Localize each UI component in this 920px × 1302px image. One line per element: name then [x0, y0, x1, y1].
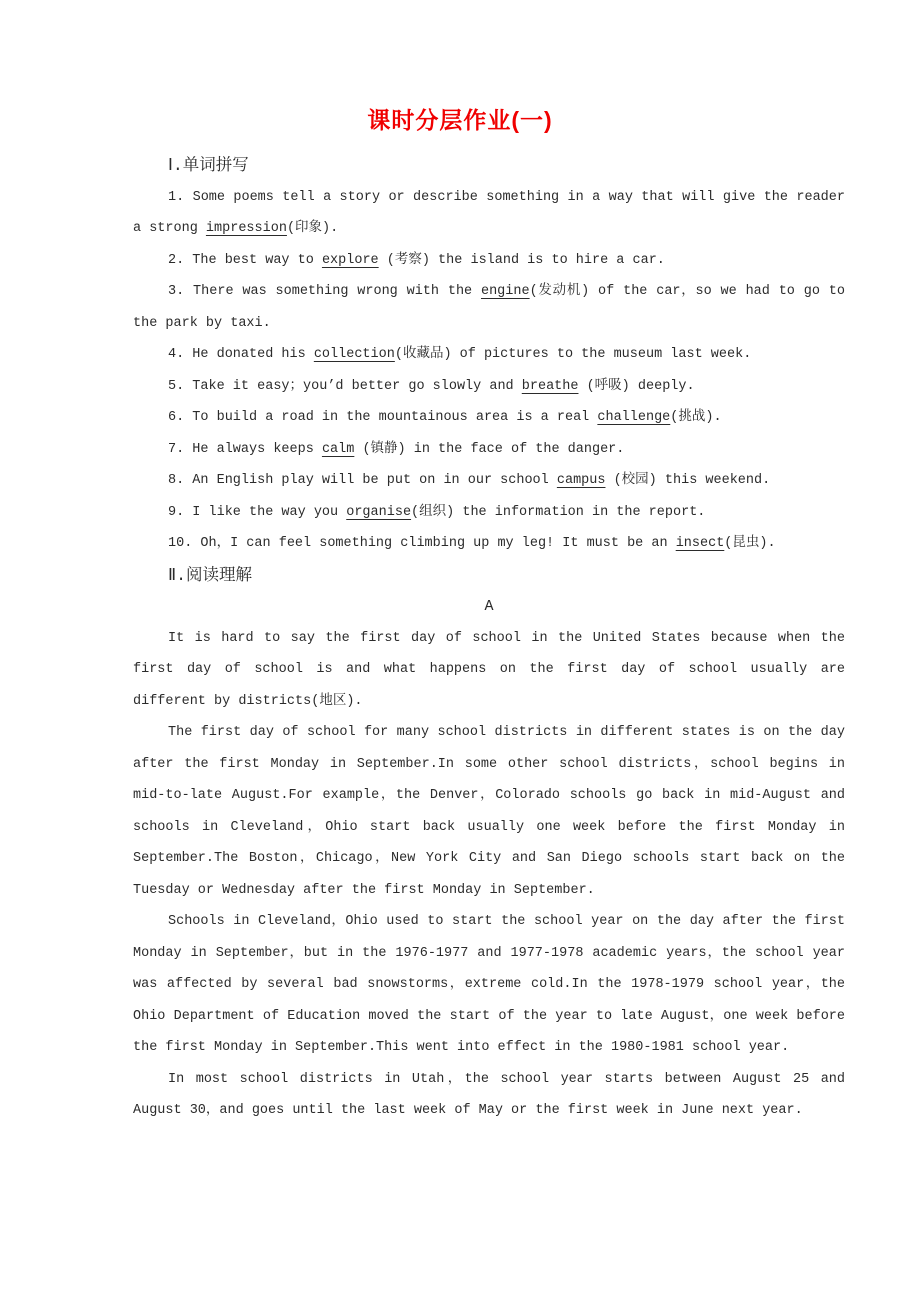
item-text-before: 6. To build a road in the mountainous area is a real: [168, 410, 598, 425]
blank-word: engine: [480, 284, 530, 299]
blank-word: collection: [313, 347, 395, 362]
item-text-before: 9. I like the way you: [168, 504, 347, 520]
blank-word: organise: [346, 504, 412, 520]
blank-word: breathe: [521, 378, 579, 394]
exercise-item-5: [133, 371, 845, 403]
reading-paragraphs: [133, 623, 845, 1127]
item-text-after: (发动机) of the car，so we had to go to the park by taxi.: [133, 284, 845, 331]
passage-paragraph-3: Schools in Cleveland，Ohio used to start the school year on the day after the first Monday in September，but in the 1976-1977 and 1977-1978 academic years，the school year was affected by several bad snowstorms，extreme cold.In the 1978-1979 school year，the Ohio Department of Education moved the start of the year to late August，one week before the first Monday in September.This went into effect in the 1980-1981 school year.: [133, 914, 845, 1055]
section-heading-reading: Ⅱ.阅读理解: [168, 565, 253, 585]
passage-paragraph-4: In most school districts in Utah，the school year starts between August 25 and August 30，and goes until the last week of May or the first week in June next year.: [133, 1071, 845, 1118]
exercise-item-7: [133, 434, 845, 466]
word-spelling-items: [133, 182, 845, 560]
exercise-item-6: [133, 402, 845, 434]
item-text-after: (呼吸) deeply.: [578, 378, 695, 394]
item-text-after: (昆虫).: [724, 536, 776, 551]
passage-paragraph-2: The first day of school for many school districts in different states is on the day after the first Monday in September.In some other school districts，school begins in mid-to-late August.For example，the Denver，Colorado schools go back in mid-August and schools in Cleveland，Ohio start back usually one week before the first Monday in September.The Boston，Chicago，New York City and San Diego schools start back on the Tuesday or Wednesday after the first Monday in September.: [133, 725, 845, 898]
item-text-after: (组织) the information in the report.: [411, 504, 706, 520]
exercise-item-3: [133, 276, 845, 339]
item-text-after: (镇静) in the face of the danger.: [354, 441, 625, 457]
exercise-item-8: [133, 465, 845, 497]
worksheet-title: 课时分层作业(一): [367, 107, 553, 133]
item-text-after: (印象).: [286, 221, 339, 236]
blank-word: campus: [556, 473, 606, 488]
item-text-before: 4. He donated his: [168, 347, 314, 362]
item-text-before: 7. He always keeps: [168, 441, 322, 457]
passage-label: A: [484, 598, 494, 615]
exercise-item-2: [133, 245, 845, 277]
blank-word: challenge: [597, 410, 671, 425]
exercise-item-1: [133, 182, 845, 245]
section-heading-word-spelling: Ⅰ.单词拼写: [168, 156, 249, 175]
item-text-before: 8. An English play will be put on in our school: [168, 473, 557, 488]
blank-word: explore: [321, 252, 379, 268]
item-text-before: 1. Some poems tell a story or describe something in a way that will give the reader a strong: [133, 189, 845, 236]
item-text-after: (校园) this weekend.: [605, 473, 771, 488]
item-text-before: 2. The best way to: [168, 252, 322, 268]
exercise-item-9: [133, 497, 845, 529]
item-text-before: 5. Take it easy；you’d better go slowly and: [168, 378, 522, 394]
item-text-after: (考察) the island is to hire a car.: [378, 252, 665, 268]
exercise-item-4: [133, 339, 845, 371]
content-column: [133, 150, 845, 1127]
item-text-after: (收藏品) of pictures to the museum last week.: [394, 347, 752, 362]
item-text-before: 10. Oh，I can feel something climbing up my leg! It must be an: [168, 536, 676, 551]
item-text-after: (挑战).: [670, 410, 722, 425]
exercise-item-10: [133, 528, 845, 560]
blank-word: insect: [675, 536, 725, 551]
blank-word: calm: [321, 441, 355, 457]
passage-paragraph-1: It is hard to say the first day of school in the United States because when the first day of school is and what happens on the first day of school usually are different by districts(地区).: [133, 630, 845, 709]
item-text-before: 3. There was something wrong with the: [168, 284, 481, 299]
blank-word: impression: [205, 221, 287, 236]
